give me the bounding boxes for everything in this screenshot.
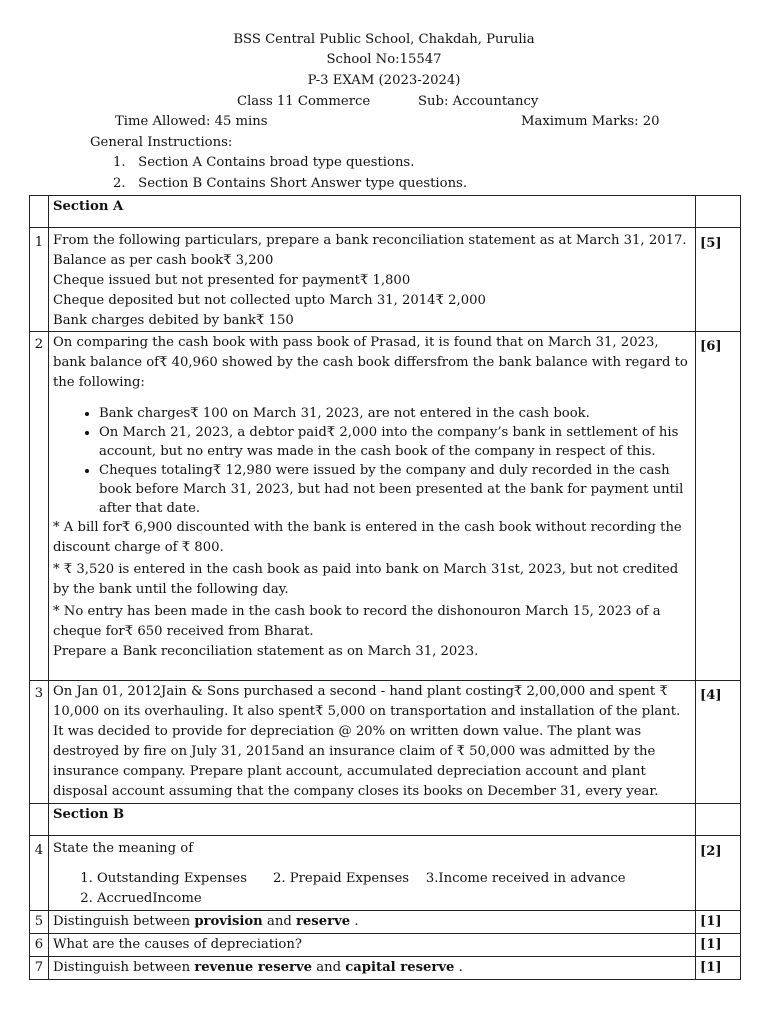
question-row	[30, 228, 741, 332]
school-number: School No:15547	[326, 52, 442, 67]
class-label: Class 11 Commerce	[237, 94, 371, 109]
exam-title: P-3 EXAM (2023-2024)	[307, 73, 461, 88]
question-number: 5	[30, 911, 49, 934]
question-row	[30, 957, 741, 980]
question-marks: [1]	[696, 911, 741, 934]
question-number: 4	[30, 836, 49, 911]
question-text: From the following particulars, prepare a bank reconciliation statement as at March 31, 2017. Balance as per cash book₹ 3,200 Cheque issued but not presented for payment₹ 1,800 Cheque deposited but not collected upto March 31, 2014₹ 2,000 Bank charges debited by bank₹ 150	[49, 228, 696, 332]
list-item: • On March 21, 2023, a debtor paid₹ 2,000 into the company’s bank in settlement of his account, but no entry was made in the cash book of the company in respect of this.	[99, 423, 691, 461]
question-text: On Jan 01, 2012Jain & Sons purchased a second - hand plant costing₹ 2,00,000 and spent ₹ 10,000 on its overhauling. It also spent₹ 5,000 on transportation and installation of the plant. It was decided to provide for depreciation @ 20% on written down value. The plant was destroyed by fire on July 31, 2015and an insurance claim of ₹ 50,000 was admitted by the insurance company. Prepare plant account, accumulated depreciation account and plant disposal account assuming that the company closes its books on December 31, every year.	[49, 681, 696, 804]
list-item: 1. Outstanding Expenses 2. Prepaid Expenses 3.Income received in advance	[97, 869, 691, 889]
question-marks: [6]	[696, 332, 741, 681]
list-item: * A bill for₹ 6,900 discounted with the bank is entered in the cash book without recording the discount charge of ₹ 800.	[53, 520, 682, 555]
instructions-title: General Instructions:	[90, 135, 233, 150]
maximum-marks: Maximum Marks: 20	[521, 114, 660, 129]
question-row	[30, 332, 741, 681]
question-marks: [5]	[696, 228, 741, 332]
list-item: • Bank charges₹ 100 on March 31, 2023, are not entered in the cash book.	[99, 404, 691, 423]
question-row	[30, 934, 741, 957]
section-b-row	[30, 804, 741, 836]
school-name: BSS Central Public School, Chakdah, Purulia	[233, 32, 535, 47]
instruction-text: Section B Contains Short Answer type questions.	[138, 176, 468, 191]
question-row	[30, 681, 741, 804]
question-table	[29, 195, 741, 980]
question-text: Distinguish between revenue reserve and capital reserve .	[49, 957, 696, 980]
question-marks: [2]	[696, 836, 741, 911]
section-a-heading: Section A	[49, 196, 696, 228]
list-item: * No entry has been made in the cash book to record the dishonouron March 15, 2023 of a cheque for₹ 650 received from Bharat.	[53, 604, 661, 639]
list-item: * ₹ 3,520 is entered in the cash book as paid into bank on March 31st, 2023, but not credited by the bank until the following day.	[53, 562, 679, 597]
subject-label: Sub: Accountancy	[418, 94, 539, 109]
list-item: • Cheques totaling₹ 12,980 were issued by the company and duly recorded in the cash book before March 31, 2023, but had not been presented at the bank for payment until after that date.	[99, 461, 691, 518]
section-b-heading: Section B	[49, 804, 696, 836]
instruction-text: Section A Contains broad type questions.	[138, 155, 415, 170]
section-a-row	[30, 196, 741, 228]
question-row	[30, 836, 741, 911]
question-number: 7	[30, 957, 49, 980]
question-marks: [1]	[696, 957, 741, 980]
list-item: 2. AccruedIncome	[97, 889, 691, 909]
question-text: On comparing the cash book with pass book of Prasad, it is found that on March 31, 2023, bank balance of₹ 40,960 showed by the cash book differsfrom the bank balance with regard to the following: • Bank charges₹ 100 on March 31, 2023, are not entered in the cash book. • On March 21, 2023, a debtor paid₹ 2,000 into the company’s bank in settlement of his account, but no entry was made in the cash book of the company in respect of this. • Cheques totaling₹ 12,980 were issued by the company and duly recorded in the cash book before March 31, 2023, but had not been presented at the bank for payment until after that date. * A bill for₹ 6,900 discounted with the bank is entered in the cash book without recording the discount charge of ₹ 800. * ₹ 3,520 is entered in the cash book as paid into bank on March 31st, 2023, but not credited by the bank until the following day. * No entry has been made in the cash book to record the dishonouron March 15, 2023 of a cheque for₹ 650 received from Bharat. Prepare a Bank reconciliation statement as on March 31, 2023.	[49, 332, 696, 681]
question-number: 3	[30, 681, 49, 804]
question-marks: [4]	[696, 681, 741, 804]
question-text: State the meaning of 1. Outstanding Expenses 2. Prepaid Expenses 3.Income received in advance 2. AccruedIncome	[49, 836, 696, 911]
time-allowed: Time Allowed: 45 mins	[115, 114, 268, 129]
question-number: 6	[30, 934, 49, 957]
question-marks: [1]	[696, 934, 741, 957]
question-number: 2	[30, 332, 49, 681]
question-text: What are the causes of depreciation?	[49, 934, 696, 957]
instruction-item: 2. Section B Contains Short Answer type questions.	[113, 176, 468, 191]
question-number: 1	[30, 228, 49, 332]
question-row	[30, 911, 741, 934]
instruction-item: 1. Section A Contains broad type questions.	[113, 155, 415, 170]
question-text: Distinguish between provision and reserve .	[49, 911, 696, 934]
